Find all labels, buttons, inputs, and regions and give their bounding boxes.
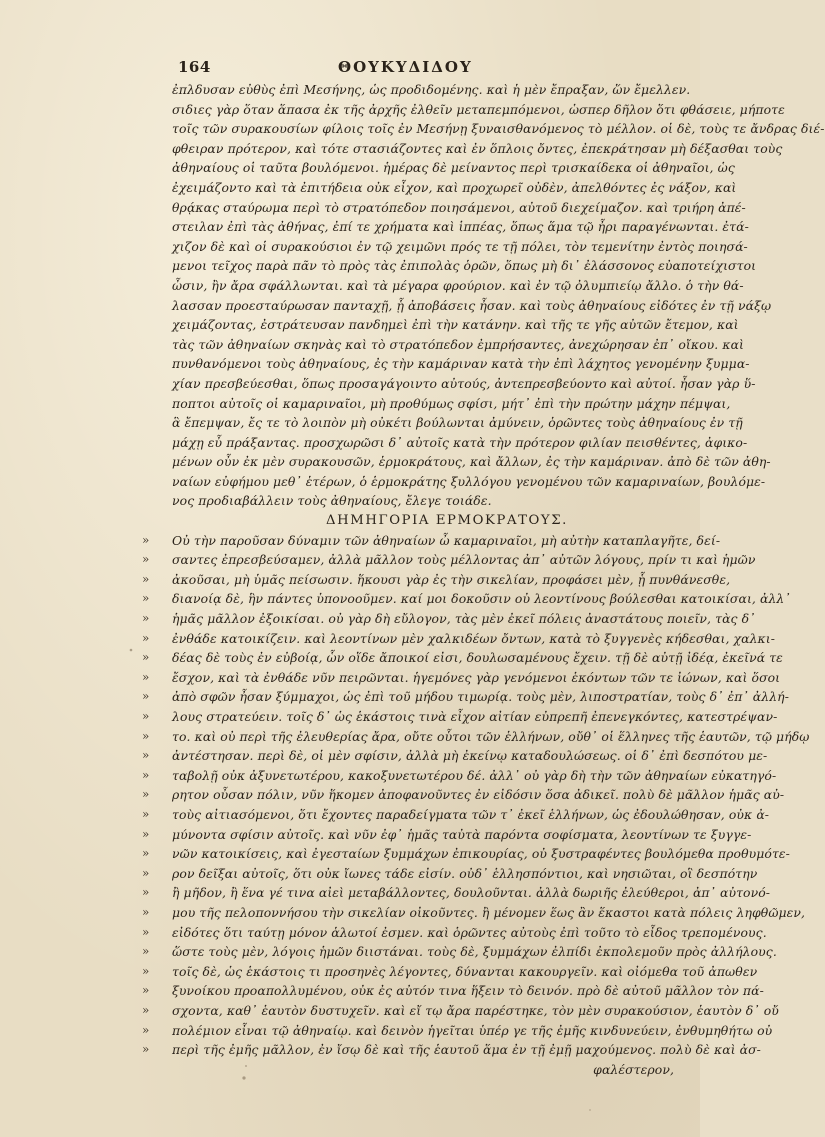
line-text: μου τῆς πελοποννήσου τὴν σικελίαν οἰκοῦντες. ἢ μένομεν ἕως ἂν ἕκαστοι κατὰ πόλεις ληφθῶμεν, xyxy=(172,904,806,920)
text-line xyxy=(142,844,790,864)
line-text: ΔΗΜΗΓΟΡΙΑ ΕΡΜΟΚΡΑΤΟΥΣ. xyxy=(326,513,568,529)
line-text: ἃ ἔπεμψαν, ἔς τε τὸ λοιπὸν μὴ οὐκέτι βούλωνται ἀμύνειν, ὁρῶντες τοὺς ἀθηναίους ἐν τῇ xyxy=(172,415,743,431)
line-text: λασσαν προεσταύρωσαν πανταχῇ, ᾗ ἀποβάσεις ἦσαν. καὶ τοὺς ἀθηναίους εἰδότες ἐν τῇ νάξῳ xyxy=(172,297,772,313)
running-title: ΘΟΥΚΥΔΙΔΟΥ xyxy=(338,58,473,76)
text-line xyxy=(142,648,783,668)
line-text: ὥστε τοὺς μὲν, λόγοις ἡμῶν διιστάναι. τοὺς δὲ, ξυμμάχων ἐλπίδι ἐκπολεμοῦν πρὸς ἀλλήλους. xyxy=(172,944,777,960)
quotation-mark: » xyxy=(142,767,150,782)
text-line xyxy=(142,981,764,1001)
quotation-mark: » xyxy=(142,787,150,802)
line-text: ποπτοι αὐτοῖς οἱ καμαριναῖοι, μὴ προθύμως σφίσι, μήτ᾽ ἐπὶ τὴν πρώτην μάχην πέμψαι, xyxy=(172,395,731,411)
line-text: ἀθηναίους οἱ ταῦτα βουλόμενοι. ἡμέρας δὲ μείναντος περὶ τρισκαίδεκα οἱ ἀθηναῖοι, ὡς xyxy=(172,160,735,176)
text-line xyxy=(142,746,768,766)
line-text: νος προδιαβάλλειν τοὺς ἀθηναίους, ἔλεγε τοιάδε. xyxy=(172,493,492,509)
quotation-mark: » xyxy=(142,1022,150,1037)
text-line xyxy=(172,472,766,492)
text-line xyxy=(172,80,691,100)
text-line xyxy=(142,1001,779,1021)
line-text: ὦσιν, ἢν ἄρα σφάλλωνται. καὶ τὰ μέγαρα φρούριον. καὶ ἐν τῷ ὀλυμπιείῳ ἄλλο. ὁ τὴν θά- xyxy=(172,277,744,293)
quotation-mark: » xyxy=(142,826,150,841)
line-text: Οὐ τὴν παροῦσαν δύναμιν τῶν ἀθηναίων ὦ καμαριναῖοι, μὴ αὐτὴν καταπλαγῆτε, δεί- xyxy=(172,532,721,548)
line-text: ρον δεῖξαι αὐτοῖς, ὅτι οὐκ ἴωνες τάδε εἰσίν. οὐδ᾽ ἑλλησπόντιοι, καὶ νησιῶται, οἳ δεσπότην xyxy=(172,865,758,881)
quotation-mark: » xyxy=(142,630,150,645)
text-line xyxy=(142,589,791,609)
line-text: τοῖς τῶν συρακουσίων φίλοις τοῖς ἐν Μεσήνῃ ξυναισθανόμενος τὸ μέλλον. οἱ δὲ, τοὺς τε ἄνδρας διέ- xyxy=(172,121,825,137)
line-text: ἀντέστησαν. περὶ δὲ, οἱ μὲν σφίσιν, ἀλλὰ μὴ ἐκείνῳ καταδουλώσεως. οἱ δ᾽ ἐπὶ δεσπότου με- xyxy=(172,748,768,764)
quotation-mark: » xyxy=(142,963,150,978)
text-line xyxy=(142,864,758,884)
quotation-mark: » xyxy=(142,571,150,586)
line-text: τοῖς δὲ, ὡς ἑκάστοις τι προσηνὲς λέγοντες, δύνανται κακουργεῖν. καὶ οἰόμεθα τοῦ ἀπωθεν xyxy=(172,963,758,979)
text-line xyxy=(172,1060,682,1080)
line-text: περὶ τῆς ἐμῆς μᾶλλον, ἐν ἴσῳ δὲ καὶ τῆς ἑαυτοῦ ἅμα ἐν τῇ ἐμῇ μαχούμενος. πολὺ δὲ καὶ ἀσ- xyxy=(172,1042,761,1058)
quotation-mark: » xyxy=(142,944,150,959)
text-line xyxy=(142,687,789,707)
speech-heading xyxy=(172,511,682,531)
line-text: πυνθανόμενοι τοὺς ἀθηναίους, ἐς τὴν καμάριναν κατὰ τὴν ἐπὶ λάχητος γενομένην ξυμμα- xyxy=(172,356,750,372)
line-text: δέας δὲ τοὺς ἐν εὐβοίᾳ, ὧν οἵδε ἄποικοί εἰσι, δουλωσαμένους ἔχειν. τῇ δὲ αὐτῇ ἰδέᾳ, ἐκεῖνά τε xyxy=(172,650,783,666)
line-text: εἰδότες ὅτι ταύτῃ μόνον ἁλωτοί ἐσμεν. καὶ ὁρῶντες αὐτοὺς ἐπὶ τοῦτο τὸ εἶδος τρεπομένους. xyxy=(172,924,767,940)
text-line xyxy=(172,374,756,394)
quotation-mark: » xyxy=(142,650,150,665)
quotation-mark: » xyxy=(142,689,150,704)
quotation-mark: » xyxy=(142,532,150,547)
text-line xyxy=(142,785,785,805)
line-text: ρητον οὖσαν πόλιν, νῦν ἥκομεν ἀποφανοῦντες ἐν εἰδόσιν ὅσα ἀδικεῖ. πολὺ δὲ μᾶλλον ἡμᾶς αὐ- xyxy=(172,787,785,803)
text-line xyxy=(142,727,810,747)
line-text: χιζον δὲ καὶ οἱ συρακούσιοι ἐν τῷ χειμῶνι πρός τε τῇ πόλει, τὸν τεμενίτην ἐντὸς ποιησά- xyxy=(172,238,748,254)
quotation-mark: » xyxy=(142,552,150,567)
line-text: ἀπὸ σφῶν ἦσαν ξύμμαχοι, ὡς ἐπὶ τοῦ μήδου τιμωρίᾳ. τοὺς μὲν, λιποστρατίαν, τοὺς δ᾽ ἐπ᾽ ἀλλή- xyxy=(172,689,789,705)
line-text: λους στρατεύειν. τοῖς δ᾽ ὡς ἑκάστοις τινὰ εἶχον αἰτίαν εὐπρεπῆ ἐπενεγκόντες, κατεστρέψαν- xyxy=(172,709,778,724)
line-text: ἐνθάδε κατοικίζειν. καὶ λεοντίνων μὲν χαλκιδέων ὄντων, κατὰ τὸ ξυγγενὲς κήδεσθαι, χαλκι- xyxy=(172,630,776,646)
text-line xyxy=(142,942,777,962)
text-line xyxy=(142,531,721,551)
quotation-mark: » xyxy=(142,1002,150,1017)
text-line xyxy=(142,805,770,825)
line-text: πολέμιον εἶναι τῷ ἀθηναίῳ. καὶ δεινὸν ἡγεῖται ὑπέρ γε τῆς ἐμῆς κινδυνεύειν, ἐνθυμηθήτω οὐ xyxy=(172,1022,773,1038)
text-line xyxy=(172,315,739,335)
quotation-mark: » xyxy=(142,885,150,900)
line-text: σχοντα, καθ᾽ ἑαυτὸν δυστυχεῖν. καὶ εἴ τῳ ἄρα παρέστηκε, τὸν μὲν συρακούσιον, ἑαυτὸν δ᾽ οὔ xyxy=(172,1002,779,1018)
quotation-mark: » xyxy=(142,846,150,861)
quotation-mark: » xyxy=(142,924,150,939)
line-text: ἀκοῦσαι, μὴ ὑμᾶς πείσωσιν. ἥκουσι γὰρ ἐς τὴν σικελίαν, προφάσει μὲν, ᾗ πυνθάνεσθε, xyxy=(172,571,731,587)
quotation-mark: » xyxy=(142,728,150,743)
line-text: μάχῃ εὖ πράξαντας. προσχωρῶσι δ᾽ αὐτοῖς κατὰ τὴν πρότερον φιλίαν πεισθέντες, ἀφικο- xyxy=(172,434,748,450)
quotation-mark: » xyxy=(142,806,150,821)
quotation-mark: » xyxy=(142,591,150,606)
line-text: νῶν κατοικίσεις, καὶ ἐγεσταίων ξυμμάχων ἐπικουρίας, οὐ ξυστραφέντες βουλόμεθα προθυμότε- xyxy=(172,846,790,862)
text-line xyxy=(142,550,756,570)
text-line xyxy=(172,433,748,453)
line-text: ἔσχον, καὶ τὰ ἐνθάδε νῦν πειρῶνται. ἡγεμόνες γὰρ γενόμενοι ἑκόντων τῶν τε ἰώνων, καὶ ὅσοι xyxy=(172,669,781,685)
line-text: μενοι τεῖχος παρὰ πᾶν τὸ πρὸς τὰς ἐπιπολὰς ὁρῶν, ὅπως μὴ δι᾽ ἐλάσσονος εὐαποτείχιστοι xyxy=(172,258,757,274)
line-text: σαντες ἐπρεσβεύσαμεν, ἀλλὰ μᾶλλον τοὺς μέλλοντας ἀπ᾽ αὐτῶν λόγους, πρίν τι καὶ ἡμῶν xyxy=(172,552,756,568)
text-line xyxy=(142,707,778,727)
quotation-mark: » xyxy=(142,904,150,919)
text-line xyxy=(172,178,737,198)
text-line xyxy=(172,256,757,276)
line-text: ξυνοίκου προαπολλυμένου, οὐκ ἐς αὐτόν τινα ἥξειν τὸ δεινόν. πρὸ δὲ αὐτοῦ μᾶλλον τὸν πά- xyxy=(172,983,764,999)
line-text: μύνοντα σφίσιν αὐτοῖς. καὶ νῦν ἐφ᾽ ἡμᾶς ταὐτὰ παρόντα σοφίσματα, λεοντίνων τε ξυγγε- xyxy=(172,826,752,842)
text-line xyxy=(142,766,777,786)
line-text: διανοίᾳ δὲ, ἣν πάντες ὑπονοοῦμεν. καί μοι δοκοῦσιν οὐ λεοντίνους βούλεσθαι κατοικίσαι, ἀλλ᾽ xyxy=(172,591,791,607)
text-line xyxy=(142,629,776,649)
text-line xyxy=(142,570,731,590)
line-text: ἐχειμάζοντο καὶ τὰ ἐπιτήδεια οὐκ εἶχον, καὶ προχωρεῖ οὐδὲν, ἀπελθόντες ἐς νάξον, καὶ xyxy=(172,179,737,195)
line-text: ἢ μῆδον, ἢ ἕνα γέ τινα αἰεὶ μεταβάλλοντες, δουλοῦνται. ἀλλὰ δωριῆς ἐλεύθεροι, ἀπ᾽ αὐτονό- xyxy=(172,885,771,901)
text-line xyxy=(172,276,744,296)
quotation-mark: » xyxy=(142,748,150,763)
line-text: στειλαν ἐπὶ τὰς ἀθήνας, ἐπί τε χρήματα καὶ ἱππέας, ὅπως ἅμα τῷ ἦρι παραγένωνται. ἐτά- xyxy=(172,219,749,235)
quotation-mark: » xyxy=(142,865,150,880)
quotation-mark: » xyxy=(142,709,150,723)
text-line xyxy=(172,354,750,374)
text-line xyxy=(142,883,771,903)
text-line xyxy=(142,1040,761,1060)
line-text: χίαν πρεσβεύεσθαι, ὅπως προσαγάγοιντο αὐτούς, ἀντεπρεσβεύοντο καὶ αὐτοί. ἦσαν γὰρ ὕ- xyxy=(172,375,756,391)
text-line xyxy=(142,825,752,845)
line-text: φθειραν πρότερον, καὶ τότε στασιάζοντες καὶ ἐν ὅπλοις ὄντες, ἐπεκράτησαν μὴ δέξασθαι τοὺς xyxy=(172,140,783,156)
text-line xyxy=(142,962,758,982)
text-line xyxy=(142,668,781,688)
line-text: χειμάζοντας, ἐστράτευσαν πανδημεὶ ἐπὶ τὴν κατάνην. καὶ τῆς τε γῆς αὐτῶν ἔτεμον, καὶ xyxy=(172,317,739,333)
page-header xyxy=(178,58,678,80)
text-line xyxy=(172,394,731,414)
text-line xyxy=(172,237,748,257)
text-line xyxy=(172,296,772,316)
line-text: ἡμᾶς μᾶλλον ἐξοικίσαι. οὐ γὰρ δὴ εὔλογον, τὰς μὲν ἐκεῖ πόλεις ἀναστάτους ποιεῖν, τὰς δ᾽ xyxy=(172,611,756,627)
line-text: θρᾴκας σταύρωμα περὶ τὸ στρατόπεδον ποιησάμενοι, αὐτοῦ διεχείμαζον. καὶ τριήρη ἀπέ- xyxy=(172,199,746,215)
quotation-mark: » xyxy=(142,983,150,998)
text-line xyxy=(172,491,682,511)
quotation-mark: » xyxy=(142,611,150,626)
text-line xyxy=(172,100,785,120)
line-text: μένων οὖν ἐκ μὲν συρακουσῶν, ἑρμοκράτους, καὶ ἄλλων, ἐς τὴν καμάριναν. ἀπὸ δὲ τῶν ἀθη- xyxy=(172,454,771,470)
line-text: ἐπλδυσαν εὐθὺς ἐπὶ Μεσήνης, ὡς προδιδομένης. καὶ ἡ μὲν ἔπραξαν, ὥν ἔμελλεν. xyxy=(172,82,691,97)
text-line xyxy=(142,903,806,923)
text-line xyxy=(172,413,743,433)
text-line xyxy=(172,119,825,139)
line-text: τὰς τῶν ἀθηναίων σκηνὰς καὶ τὸ στρατόπεδον ἐμπρήσαντες, ἀνεχώρησαν ἐπ᾽ οἴκου. καὶ xyxy=(172,336,744,352)
page-number: 164 xyxy=(178,58,211,76)
text-line xyxy=(172,335,744,355)
text-line xyxy=(172,198,746,218)
line-text: ναίων εὐφήμου μεθ᾽ ἑτέρων, ὁ ἑρμοκράτης ξυλλόγου γενομένου τῶν καμαριναίων, βουλόμε- xyxy=(172,473,766,489)
quotation-mark: » xyxy=(142,669,150,684)
line-text: σιδιες γὰρ ὅταν ἅπασα ἐκ τῆς ἀρχῆς ἐλθεῖν μεταπεμπόμενοι, ὡσπερ δῆλον ὅτι φθάσειε, μήποτε xyxy=(172,101,785,117)
text-line xyxy=(172,139,783,159)
line-text: φαλέστερον, xyxy=(593,1061,674,1077)
body-text xyxy=(142,80,825,1079)
text-line xyxy=(172,158,735,178)
line-text: ταβολῇ οὐκ ἀξυνετωτέρου, κακοξυνετωτέρου δέ. ἀλλ᾽ οὐ γὰρ δὴ τὴν τῶν ἀθηναίων εὐκατηγό- xyxy=(172,767,777,783)
text-line xyxy=(142,923,767,943)
text-line xyxy=(142,609,756,629)
text-line xyxy=(142,1021,773,1041)
line-text: τοὺς αἰτιασόμενοι, ὅτι ἔχοντες παραδείγματα τῶν τ᾽ ἐκεῖ ἑλλήνων, ὡς ἐδουλώθησαν, οὐκ ἀ- xyxy=(172,806,770,822)
text-line xyxy=(172,452,771,472)
text-line xyxy=(172,217,749,237)
line-text: το. καὶ οὐ περὶ τῆς ἐλευθερίας ἄρα, οὔτε οὗτοι τῶν ἑλλήνων, οὔθ᾽ οἱ ἕλληνες τῆς ἑαυτῶν, τῷ μήδῳ xyxy=(172,728,810,744)
quotation-mark: » xyxy=(142,1042,150,1057)
